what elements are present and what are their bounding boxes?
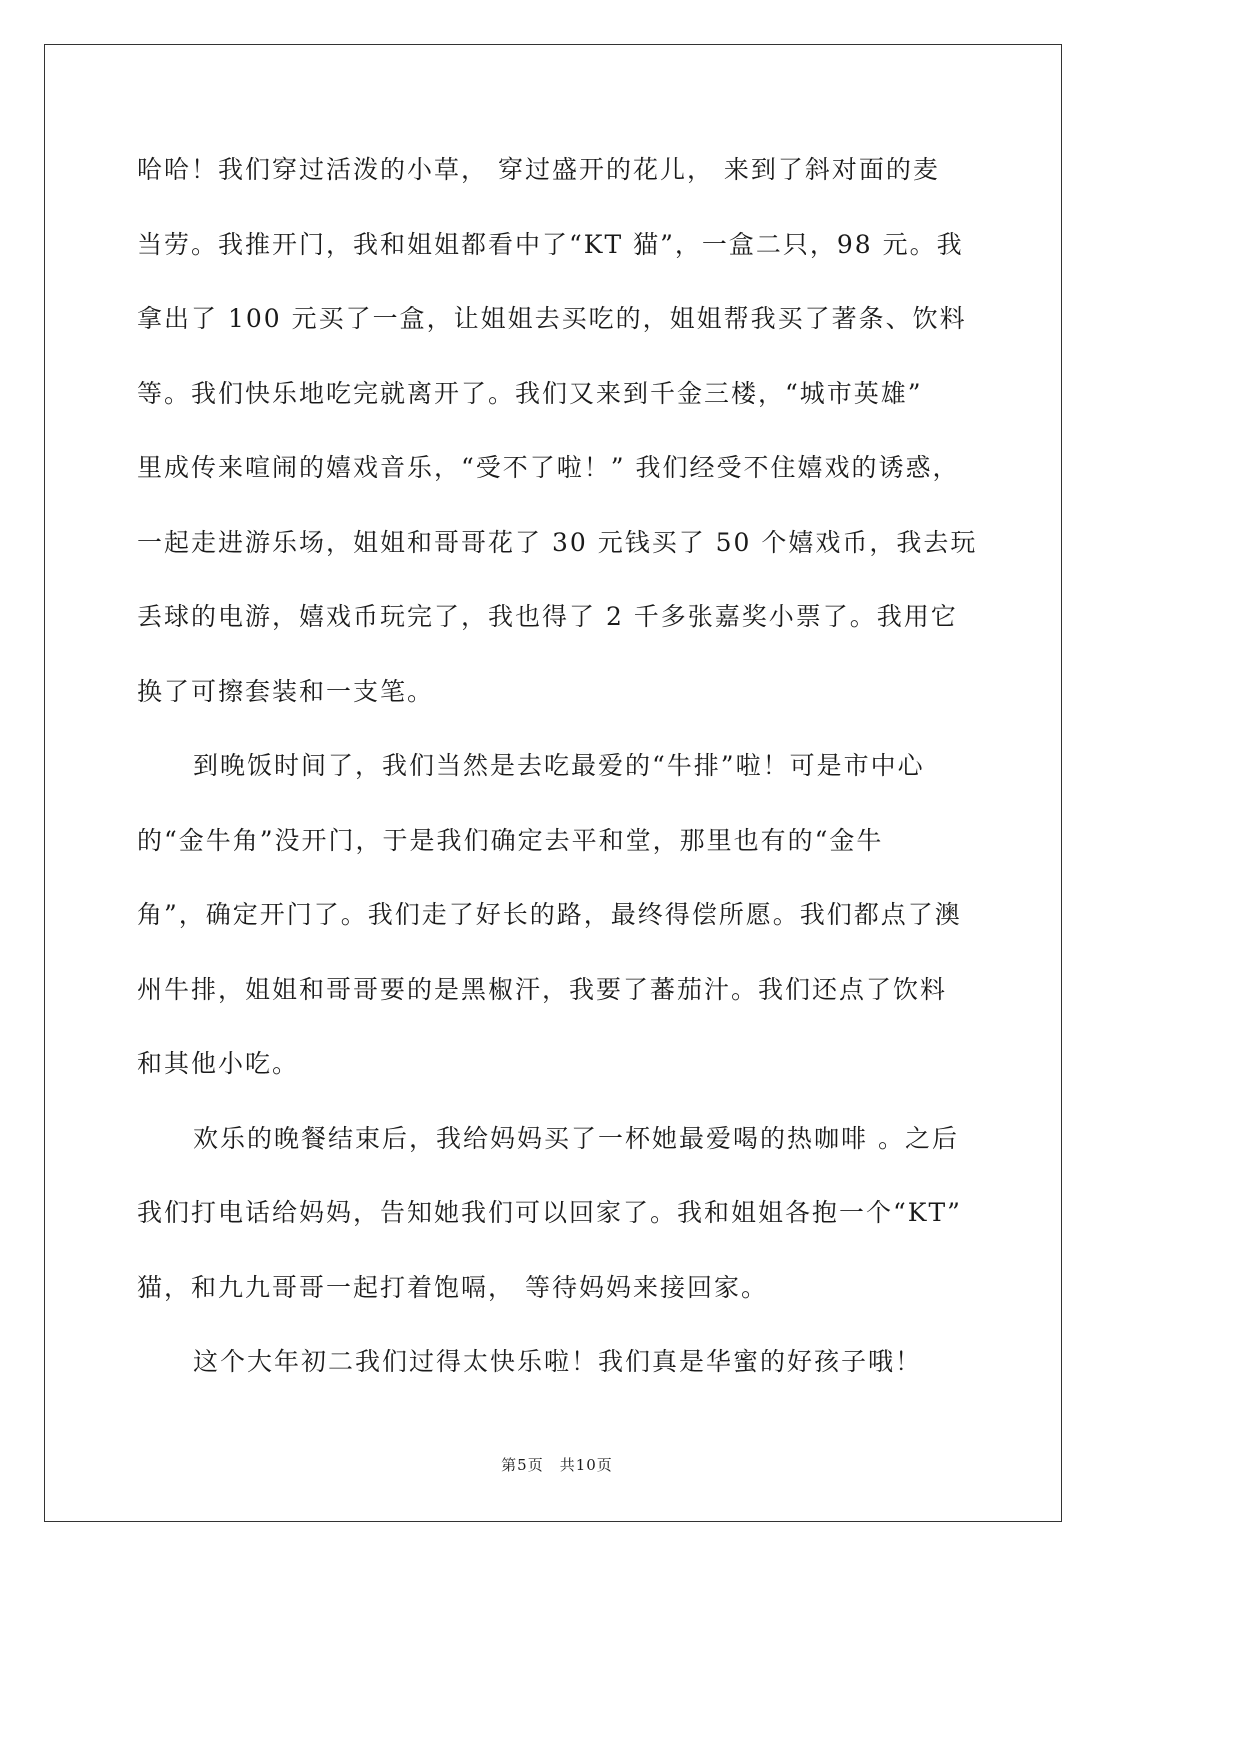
text-line: 猫，和九九哥哥一起打着饱嗝， 等待妈妈来接回家。 xyxy=(137,1272,768,1302)
page-footer xyxy=(0,1454,1114,1475)
text-line: 角”，确定开门了。我们走了好长的路，最终得偿所愿。我们都点了澳 xyxy=(137,900,962,929)
text-line: 一起走进游乐场，姐姐和哥哥花了 30 元钱买了 50 个嬉戏币，我去玩 xyxy=(137,527,978,557)
text-line: 里成传来喧闹的嬉戏音乐，“受不了啦！” 我们经受不住嬉戏的诱惑， xyxy=(137,453,960,482)
text-line: 换了可擦套装和一支笔。 xyxy=(137,676,435,706)
text-line: 我们打电话给妈妈，告知她我们可以回家了。我和姐姐各抱一个“KT” xyxy=(137,1198,962,1227)
text-line: 拿出了 100 元买了一盒，让姐姐去买吃的，姐姐帮我买了著条、饮料 xyxy=(137,304,967,333)
text-line: 的“金牛角”没开门，于是我们确定去平和堂，那里也有的“金牛 xyxy=(137,825,884,855)
text-line: 哈哈！我们穿过活泼的小草， 穿过盛开的花儿， 来到了斜对面的麦 xyxy=(137,155,940,184)
document-body xyxy=(137,146,987,1413)
text-line: 当劳。我推开门，我和姐姐都看中了“KT 猫”，一盒二只，98 元。我 xyxy=(137,229,964,259)
text-line: 和其他小吃。 xyxy=(137,1049,300,1078)
text-line: 州牛排，姐姐和哥哥要的是黑椒汗，我要了蕃茄汁。我们还点了饮料 xyxy=(137,974,948,1004)
paragraph-start-line: 欢乐的晚餐结束后，我给妈妈买了一杯她最爱喝的热咖啡 。之后 xyxy=(193,1123,959,1153)
text-line: 丢球的电游，嬉戏币玩完了，我也得了 2 千多张嘉奖小票了。我用它 xyxy=(137,602,958,631)
paragraph-start-line: 到晚饭时间了，我们当然是去吃最爱的“牛排”啦！可是市中心 xyxy=(193,751,925,780)
page-total: 共10页 xyxy=(559,1456,613,1474)
paragraph-start-line: 这个大年初二我们过得太快乐啦！我们真是华蜜的好孩子哦！ xyxy=(193,1347,923,1376)
page-number: 第5页 xyxy=(501,1456,544,1474)
text-line: 等。我们快乐地吃完就离开了。我们又来到千金三楼，“城市英雄” xyxy=(137,378,923,408)
